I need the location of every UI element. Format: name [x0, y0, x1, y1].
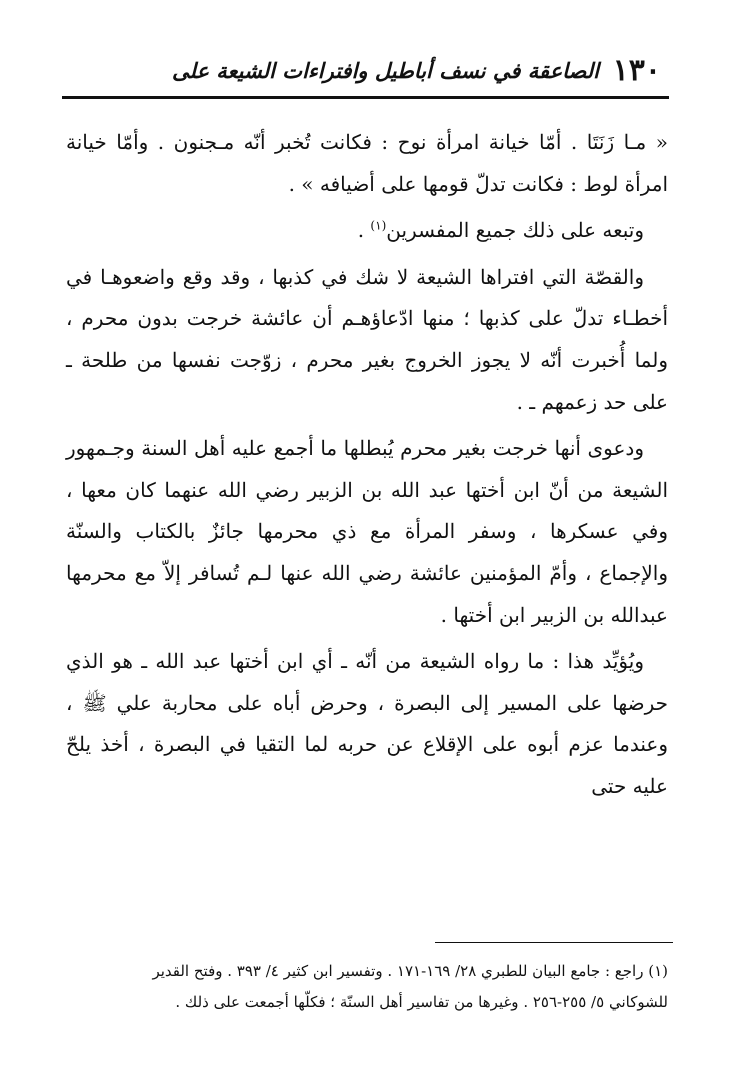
- running-title: الصاعقة في نسف أباطيل وافتراءات الشيعة على: [172, 57, 599, 83]
- paragraph-2-end: .: [357, 218, 371, 243]
- paragraph-2-text: وتبعه على ذلك جميع المفسرين: [386, 218, 644, 243]
- paragraph-4: ودعوى أنها خرجت بغير محرم يُبطلها ما أجمع عليه أهل السنة وجـمهور الشيعة من أنّ ابن أختها عبد الله بن الزبير رضي الله عنهما كان معها ، وفي عسكرها ، وسفر المرأة مع ذي محرمها جائزٌ بالكتاب والسنّة والإجماع ، وأمّ المؤمنين عائشة رضي الله عنها لـم تُسافر إلاّ مع محرمها عبدالله بن الزبير ابن أختها .: [66, 436, 668, 627]
- page-number: ١٣٠: [612, 52, 661, 88]
- page-header: [62, 44, 669, 99]
- footnote-line-1: (١) راجع : جامع البيان للطبري ٢٨/ ١٦٩-١٧١ . وتفسير ابن كثير ٤/ ٣٩٣ . وفتح القدير: [152, 962, 668, 980]
- paragraph-5: ويُؤيِّد هذا : ما رواه الشيعة من أنّه ـ أي ابن أختها عبد الله ـ هو الذي حرضها على المسير إلى البصرة ، وحرض أباه على محاربة علي ﷺ ، وعندما عزم أبوه على الإقلاع عن حربه لما التقيا في البصرة ، أخذ يلحّ عليه حتى: [66, 649, 669, 798]
- footnote-line-2: للشوكاني ٥/ ٢٥٥-٢٥٦ . وغيرها من تفاسير أهل السنّة ؛ فكلّها أجمعت على ذلك .: [175, 993, 668, 1011]
- footnote-ref-1: (١): [370, 218, 387, 233]
- footnote-divider: [435, 942, 673, 943]
- footnotes: [66, 956, 668, 1018]
- main-text: [66, 122, 668, 813]
- paragraph-2: [66, 210, 668, 252]
- paragraph-quote: « مـا زَنَتَا . أمّا خيانة امرأة نوح : فكانت تُخبر أنّه مـجنون . وأمّا خيانة امرأة لوط : فكانت تدلّ قومها على أضيافه » .: [66, 130, 668, 196]
- paragraph-3: والقصّة التي افتراها الشيعة لا شك في كذبها ، وقد وقع واضعوهـا في أخطـاء تدلّ على كذبها ؛ منها ادّعاؤهـم أن عائشة خرجت بدون محرم ، ولما أُخبرت أنّه لا يجوز الخروج بغير محرم ، زوّجت نفسها من طلحة ـ على حد زعمهم ـ .: [66, 264, 668, 414]
